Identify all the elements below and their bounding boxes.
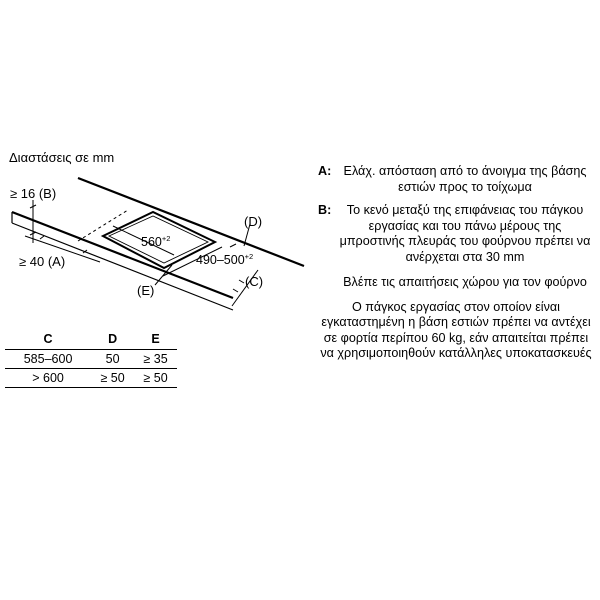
label-c: (C)	[245, 274, 264, 289]
table-header-c: C	[5, 331, 91, 350]
table-row	[5, 369, 177, 388]
notes-panel	[318, 164, 594, 362]
table-cell: 585–600	[5, 350, 91, 369]
label-cutout-depth: $490-500^{+2}$	[196, 252, 254, 267]
note-b-sub: Βλέπε τις απαιτήσεις χώρου για τον φούρνο	[343, 275, 587, 289]
note-b-label: B:	[318, 203, 332, 217]
note-a-label: A:	[318, 164, 332, 178]
note-load-requirement: Ο πάγκος εργασίας στον οποίον είναι εγκαταστημένη η βάση εστιών πρέπει να αντέχει σε φορτία περίπου 60 kg, εάν απαιτείται πρέπει να χρησιμοποιηθούν κατάλληλες υποκατασκευές	[320, 299, 592, 360]
note-a-text: Ελάχ. απόσταση από το άνοιγμα της βάσης εστιών προς το τοίχωμα	[343, 164, 587, 194]
table-cell: ≥ 50	[91, 369, 134, 388]
table-header-e: E	[134, 331, 177, 350]
diagram-caption: Διαστάσεις σε mm	[9, 150, 115, 165]
label-b: ≥ 16 (B)	[10, 186, 57, 201]
label-e: (E)	[137, 283, 155, 298]
dimension-table	[5, 331, 177, 388]
label-a: ≥ 40 (A)	[19, 254, 66, 269]
note-b	[318, 203, 594, 265]
note-b-text: Το κενό μεταξύ της επιφάνειας του πάγκου εργασίας και του πάνω μέρους της μπροστινής πλευράς του φούρνου πρέπει να ανέρχεται στα 30 mm	[339, 203, 591, 264]
note-a	[318, 164, 594, 195]
table-cell: > 600	[5, 369, 91, 388]
hob-cutout-diagram	[0, 0, 310, 330]
table-row	[5, 350, 177, 369]
label-cutout-width: $560^{+2}$	[141, 234, 171, 249]
table-header-d: D	[91, 331, 134, 350]
table-cell: ≥ 50	[134, 369, 177, 388]
table-cell: 50	[91, 350, 134, 369]
table-cell: ≥ 35	[134, 350, 177, 369]
label-d: (D)	[244, 214, 263, 229]
